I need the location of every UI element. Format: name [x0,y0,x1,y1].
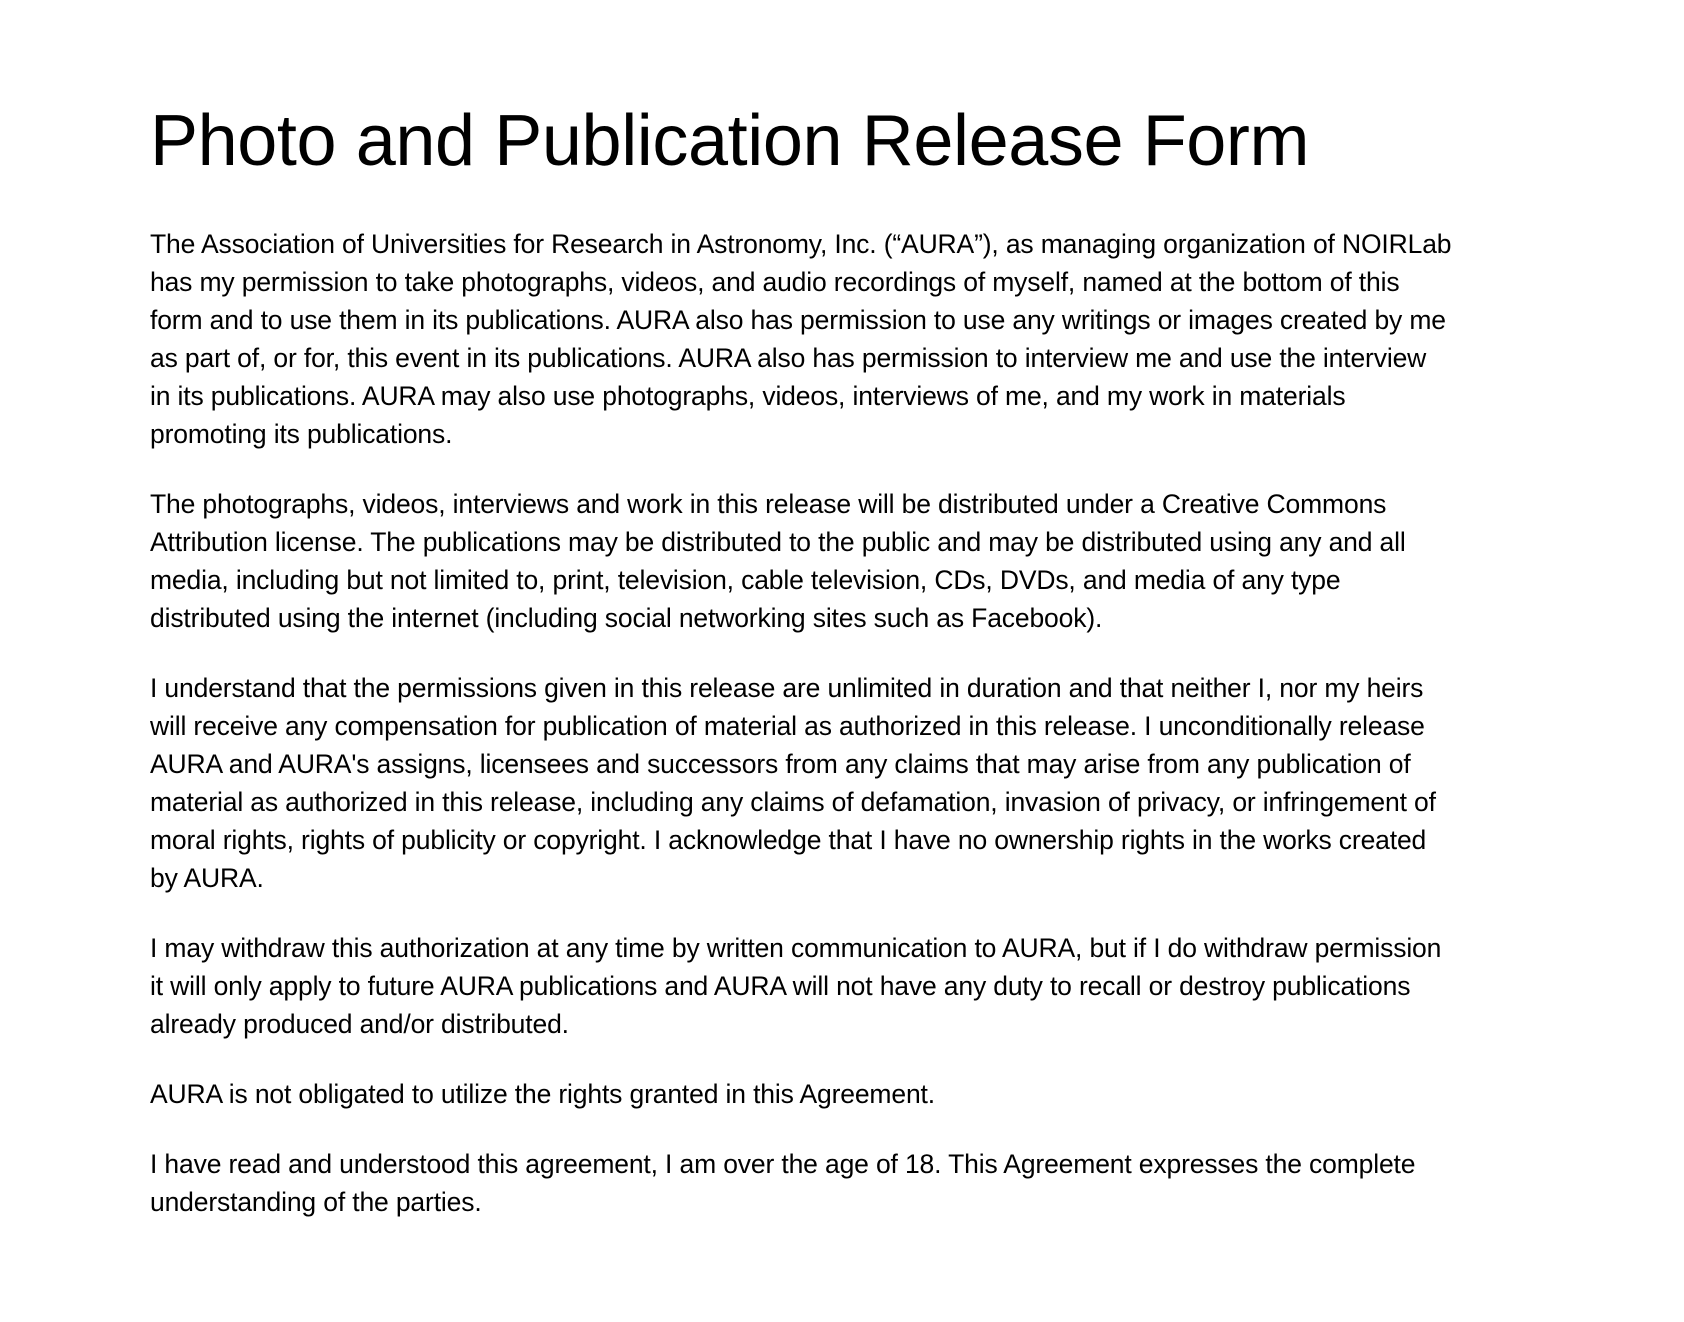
agreement-paragraph: I have read and understood this agreement, I am over the age of 18. This Agreement expresses the complete understanding of the parties. [150,1149,1416,1217]
permission-paragraph: The Association of Universities for Research in Astronomy, Inc. (“AURA”), as managing organization of NOIRLab has my permission to take photographs, videos, and audio recordings of myself, named at the bottom of this form and to use them in its publications. AURA also has permission to use any writings or images created by me as part of, or for, this event in its publications. AURA also has permission to interview me and use the interview in its publications. AURA may also use photographs, videos, interviews of me, and my work in materials promoting its publications. [150,229,1452,449]
page-title: Photo and Publication Release Form [150,101,1310,181]
obligation-paragraph: AURA is not obligated to utilize the rights granted in this Agreement. [150,1079,935,1109]
withdrawal-paragraph: I may withdraw this authorization at any time by written communication to AURA, but if I do withdraw permission it will only apply to future AURA publications and AURA will not have any duty to recall or destroy publications already produced and/or distributed. [150,933,1442,1039]
license-paragraph: The photographs, videos, interviews and work in this release will be distributed under a Creative Commons Attribution license. The publications may be distributed to the public and may be distributed using any and all media, including but not limited to, print, television, cable television, CDs, DVDs, and media of any type distributed using the internet (including social networking sites such as Facebook). [150,489,1406,633]
document-content [150,98,1550,1221]
release-paragraph: I understand that the permissions given in this release are unlimited in duration and that neither I, nor my heirs will receive any compensation for publication of material as authorized in this release. I unconditionally release AURA and AURA's assigns, licensees and successors from any claims that may arise from any publication of material as authorized in this release, including any claims of defamation, invasion of privacy, or infringement of moral rights, rights of publicity or copyright. I acknowledge that I have no ownership rights in the works created by AURA. [150,673,1436,893]
